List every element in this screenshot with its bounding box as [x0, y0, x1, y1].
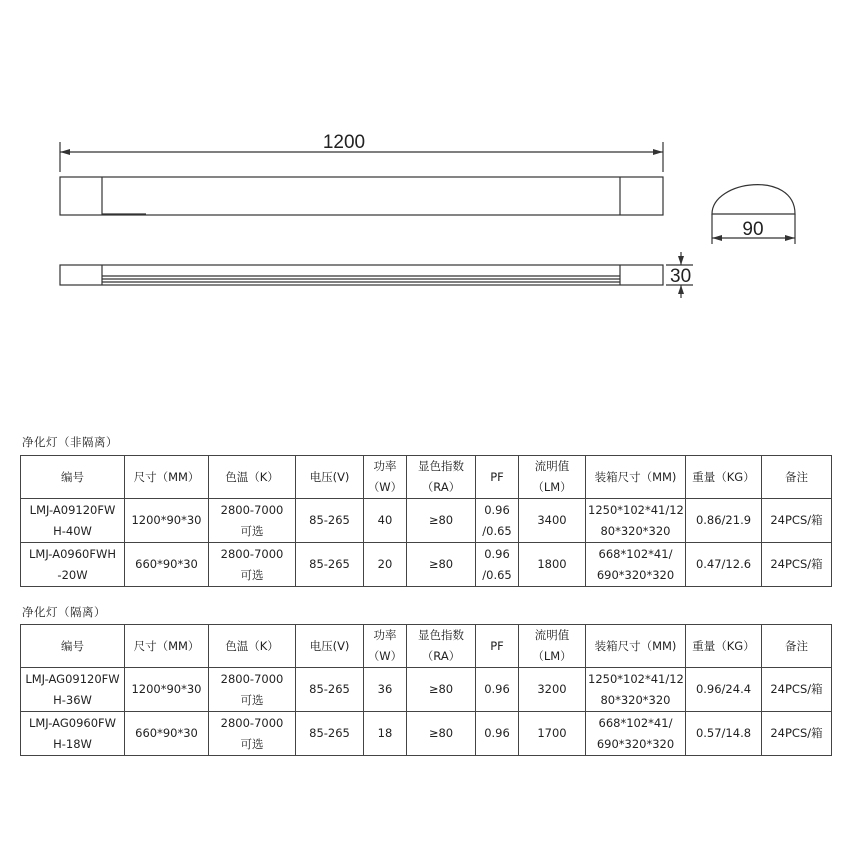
table-header-cell: 电压(V)	[296, 456, 364, 499]
table-cell: 40	[364, 499, 407, 543]
table-header-cell: PF	[476, 456, 519, 499]
table-header-cell: 备注	[762, 456, 832, 499]
table-cell: 0.47/12.6	[686, 543, 762, 587]
table-header-cell: 尺寸（MM）	[125, 456, 209, 499]
table-cell: LMJ-A09120FW H-40W	[21, 499, 125, 543]
length-arrow-right	[653, 149, 663, 155]
table-title-non-isolated: 净化灯（非隔离）	[22, 435, 118, 449]
table-header-cell: 功率 （W）	[364, 456, 407, 499]
dimension-drawing	[0, 0, 853, 400]
spec-table-non-isolated	[20, 455, 832, 587]
table-cell: 0.96/24.4	[686, 668, 762, 712]
table-cell: 36	[364, 668, 407, 712]
table-header-cell: 流明值 （LM）	[519, 625, 586, 668]
table-cell: 1250*102*41/12 80*320*320	[586, 499, 686, 543]
table-cell: 85-265	[296, 668, 364, 712]
table-row	[21, 499, 832, 543]
table-cell: 1250*102*41/12 80*320*320	[586, 668, 686, 712]
table-header-cell: 色温（K）	[209, 456, 296, 499]
table-cell: 2800-7000 可选	[209, 499, 296, 543]
table-cell: 85-265	[296, 543, 364, 587]
table-cell: 0.96	[476, 668, 519, 712]
table-header-cell: PF	[476, 625, 519, 668]
width-arrow-left	[712, 235, 722, 241]
table-cell: 24PCS/箱	[762, 543, 832, 587]
table-cell: LMJ-AG0960FW H-18W	[21, 712, 125, 756]
table-row	[21, 543, 832, 587]
length-label: 1200	[322, 132, 366, 153]
table-cell: 2800-7000 可选	[209, 668, 296, 712]
table-cell: 1200*90*30	[125, 668, 209, 712]
table-header-cell: 显色指数 （RA）	[407, 625, 476, 668]
table-header-cell: 编号	[21, 456, 125, 499]
table-cell: 668*102*41/ 690*320*320	[586, 543, 686, 587]
table-header-cell: 色温（K）	[209, 625, 296, 668]
table-cell: 0.96 /0.65	[476, 543, 519, 587]
table-cell: 1200*90*30	[125, 499, 209, 543]
width-arrow-right	[785, 235, 795, 241]
table-cell: 0.57/14.8	[686, 712, 762, 756]
table-cell: 1700	[519, 712, 586, 756]
fixture-top-view	[60, 177, 663, 215]
table-cell: 0.96 /0.65	[476, 499, 519, 543]
table-cell: 24PCS/箱	[762, 499, 832, 543]
table-cell: 0.86/21.9	[686, 499, 762, 543]
table-header-cell: 重量（KG）	[686, 625, 762, 668]
table-cell: 24PCS/箱	[762, 668, 832, 712]
table-cell: 24PCS/箱	[762, 712, 832, 756]
table-header-cell: 重量（KG）	[686, 456, 762, 499]
cross-section-profile	[712, 185, 795, 214]
table-cell: 2800-7000 可选	[209, 712, 296, 756]
table-header-cell: 显色指数 （RA）	[407, 456, 476, 499]
table-header-cell: 装箱尺寸（MM)	[586, 625, 686, 668]
table-cell: 18	[364, 712, 407, 756]
table-header-row	[21, 625, 832, 668]
table-cell: 660*90*30	[125, 712, 209, 756]
table-cell: 2800-7000 可选	[209, 543, 296, 587]
table-title-isolated: 净化灯（隔离）	[22, 605, 106, 619]
table-header-cell: 编号	[21, 625, 125, 668]
table-cell: LMJ-A0960FWH -20W	[21, 543, 125, 587]
table-cell: 1800	[519, 543, 586, 587]
table-cell: 85-265	[296, 499, 364, 543]
table-cell: 0.96	[476, 712, 519, 756]
height-label: 30	[670, 266, 692, 287]
table-cell: ≥80	[407, 499, 476, 543]
table-cell: 668*102*41/ 690*320*320	[586, 712, 686, 756]
spec-table-isolated	[20, 624, 832, 756]
table-header-cell: 电压(V)	[296, 625, 364, 668]
length-arrow-left	[60, 149, 70, 155]
table-header-cell: 流明值 （LM）	[519, 456, 586, 499]
table-header-cell: 尺寸（MM）	[125, 625, 209, 668]
table-header-cell: 装箱尺寸（MM)	[586, 456, 686, 499]
table-row	[21, 668, 832, 712]
table-cell: ≥80	[407, 712, 476, 756]
table-header-row	[21, 456, 832, 499]
table-cell: 3400	[519, 499, 586, 543]
table-cell: 3200	[519, 668, 586, 712]
height-arrow-top	[678, 256, 684, 265]
table-cell: LMJ-AG09120FW H-36W	[21, 668, 125, 712]
table-row	[21, 712, 832, 756]
table-header-cell: 功率 （W）	[364, 625, 407, 668]
table-cell: 20	[364, 543, 407, 587]
table-cell: ≥80	[407, 668, 476, 712]
table-cell: 660*90*30	[125, 543, 209, 587]
table-cell: ≥80	[407, 543, 476, 587]
width-label: 90	[742, 219, 764, 240]
table-cell: 85-265	[296, 712, 364, 756]
table-header-cell: 备注	[762, 625, 832, 668]
